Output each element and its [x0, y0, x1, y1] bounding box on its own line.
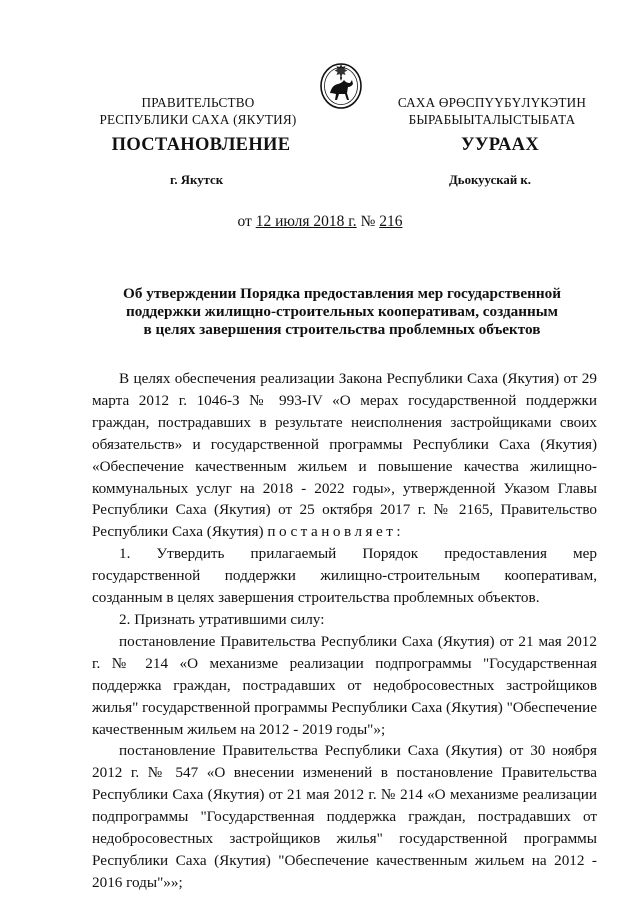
date-prefix: от: [237, 213, 252, 230]
intro-paragraph: [92, 368, 597, 543]
city-russian: г. Якутск: [170, 173, 224, 187]
repeal-2-paragraph: постановление Правительства Республики Саха (Якутия) от 30 ноября 2012 г. № 547 «О внесении изменений в постановление Правительства Республики Саха (Якутия) от 21 мая 2012 г. № 214 «О механизме реализации подпрограммы "Государственная поддержка граждан, пострадавших от недобросовестных застройщиков жилья" государственной программы Республики Саха (Якутия) "Обеспечение качественным жильем на 2012 - 2016 годы"»»;: [92, 742, 597, 891]
coat-of-arms-emblem: [318, 60, 364, 110]
intro-text: В целях обеспечения реализации Закона Республики Саха (Якутия) от 29 марта 2012 г. 1046-З № 993-IV «О мерах государственной поддержки граждан, пострадавших в результате неисполнения застройщиками своих обязательств» и государственной программы Республики Саха (Якутия) «Обеспечение качественным жильем и повышение качества жилищно-коммунальных услуг на 2018 - 2022 годы», утвержденной Указом Главы Республики Саха (Якутия) от 25 октября 2017 г. № 2165, Правительство Республики Саха (Якутия): [92, 370, 597, 541]
header-right-line-1: САХА ӨРӨСПҮҮБҮЛҮКЭТИН: [397, 95, 587, 110]
government-name-yakut: [392, 94, 592, 128]
document-heading: [92, 285, 592, 339]
header-right-line-2: БЫРАБЫЫТАЛЫСТЫБАТА: [408, 112, 576, 127]
heading-line-2: поддержки жилищно-строительных кооперативам, созданным: [126, 303, 558, 320]
city-yakut: Дьокуускай к.: [449, 173, 531, 187]
item-2-paragraph: 2. Признать утратившими силу:: [119, 610, 325, 628]
document-date: 12 июля 2018 г.: [255, 213, 357, 230]
header-left-line-2: РЕСПУБЛИКИ САХА (ЯКУТИЯ): [99, 112, 297, 127]
government-name-russian: [98, 94, 298, 128]
item-1-paragraph: 1. Утвердить прилагаемый Порядок предоставления мер государственной поддержки жилищно-строительным кооперативам, созданным в целях завершения строительства проблемных объектов.: [92, 545, 597, 607]
document-type-yakut: УУРААХ: [461, 135, 539, 155]
number-sign: №: [360, 213, 376, 230]
date-line: [0, 213, 640, 231]
heading-line-1: Об утверждении Порядка предоставления мер государственной: [123, 285, 561, 302]
heading-line-3: в целях завершения строительства проблемных объектов: [143, 321, 541, 338]
resolves-word: постановляет:: [267, 523, 405, 541]
repeal-1-paragraph: постановление Правительства Республики Саха (Якутия) от 21 мая 2012 г. № 214 «О механизме реализации подпрограммы "Государственная поддержка граждан, пострадавших от недобросовестных застройщиков жилья" государственной программы Республики Саха (Якутия) "Обеспечение качественным жильем на 2012 - 2019 годы"»;: [92, 632, 598, 738]
document-body: [92, 368, 597, 894]
header-left-line-1: ПРАВИТЕЛЬСТВО: [141, 95, 255, 110]
document-type-russian: ПОСТАНОВЛЕНИЕ: [111, 135, 291, 155]
document-number: 216: [379, 213, 403, 230]
